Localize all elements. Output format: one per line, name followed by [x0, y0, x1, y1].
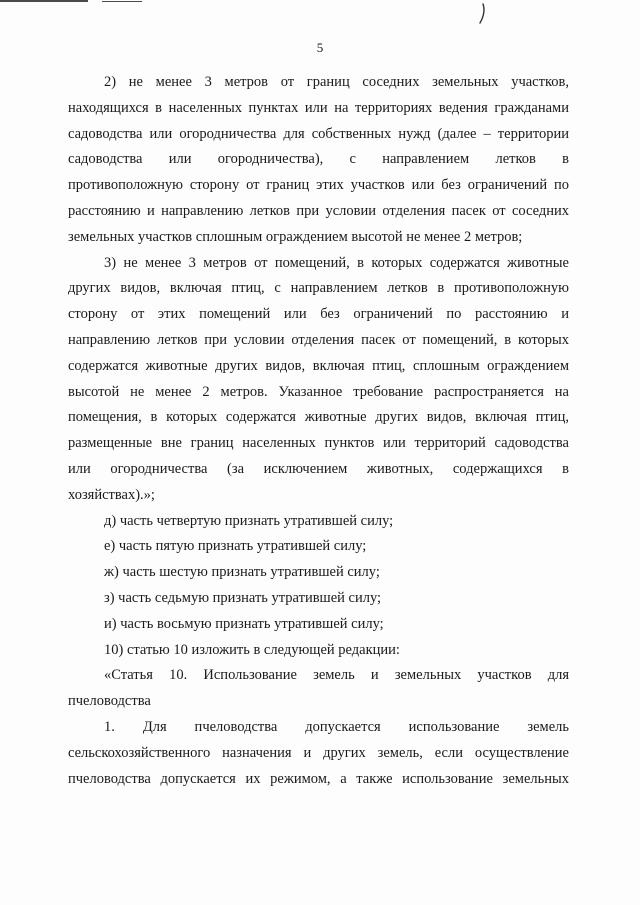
paragraph-item-3	[68, 251, 569, 509]
paragraph-item-zh: ж) часть шестую признать утратившей силу;	[104, 564, 380, 581]
text-line: содержатся животные других видов, включая птиц, сплошным ограждением	[68, 357, 569, 374]
paragraph-item-i: и) часть восьмую признать утратившей силу;	[104, 615, 384, 632]
scan-edge-mark	[0, 0, 88, 2]
text-line: 2) не менее 3 метров от границ соседних земельных участков,	[104, 74, 569, 90]
article-10-title	[68, 663, 569, 715]
text-line: земельных участков сплошным ограждением высотой не менее 2 метров;	[68, 228, 523, 245]
text-line: садоводства или огородничества для собственных нужд (далее – территории	[68, 125, 569, 142]
text-line: сторону от этих помещений или без ограничений по расстоянию и	[68, 306, 569, 323]
scan-edge-mark	[102, 1, 142, 2]
text-line: 1. Для пчеловодства допускается использование земель	[104, 718, 569, 735]
text-line: находящихся в населенных пунктах или на территориях ведения гражданами	[68, 99, 569, 116]
pen-mark-icon	[474, 2, 494, 26]
text-line: садоводства или огородничества), с направлением летков в	[68, 151, 569, 168]
text-line: высотой не менее 2 метров. Указанное требование распространяется на	[68, 383, 569, 400]
paragraph-item-e: е) часть пятую признать утратившей силу;	[104, 538, 367, 555]
page-number: 5	[316, 40, 324, 55]
paragraph-item-2	[68, 70, 569, 251]
text-line: противоположную сторону от границ этих участков или без ограничений по	[68, 177, 569, 194]
text-line: помещения, в которых содержатся животные других видов, включая птиц,	[68, 409, 569, 426]
paragraph-item-d: д) часть четвертую признать утратившей силу;	[104, 512, 394, 529]
text-line: пчеловодства	[68, 693, 151, 710]
text-line: направлению летков при условии отделения пасек от помещений, в которых	[68, 331, 569, 348]
text-line: других видов, включая птиц, с направлением летков в противоположную	[68, 280, 569, 297]
text-line: расстоянию и направлению летков при условии отделения пасек от соседних	[68, 202, 569, 219]
paragraph-item-10: 10) статью 10 изложить в следующей редакции:	[104, 641, 400, 658]
text-line: «Статья 10. Использование земель и земельных участков для	[104, 667, 569, 684]
document-body	[68, 70, 569, 792]
article-10-part-1	[68, 715, 569, 792]
text-line: пчеловодства допускается их режимом, а также использование земельных	[68, 770, 569, 787]
text-line: размещенные вне границ населенных пунктов или территорий садоводства	[68, 435, 569, 452]
text-line: сельскохозяйственного назначения и других земель, если осуществление	[68, 744, 569, 761]
text-line: хозяйствах).»;	[68, 486, 155, 503]
text-line: 3) не менее 3 метров от помещений, в которых содержатся животные	[104, 254, 569, 271]
text-line: или огородничества (за исключением животных, содержащихся в	[68, 460, 569, 477]
paragraph-item-z: з) часть седьмую признать утратившей силу;	[104, 589, 382, 606]
